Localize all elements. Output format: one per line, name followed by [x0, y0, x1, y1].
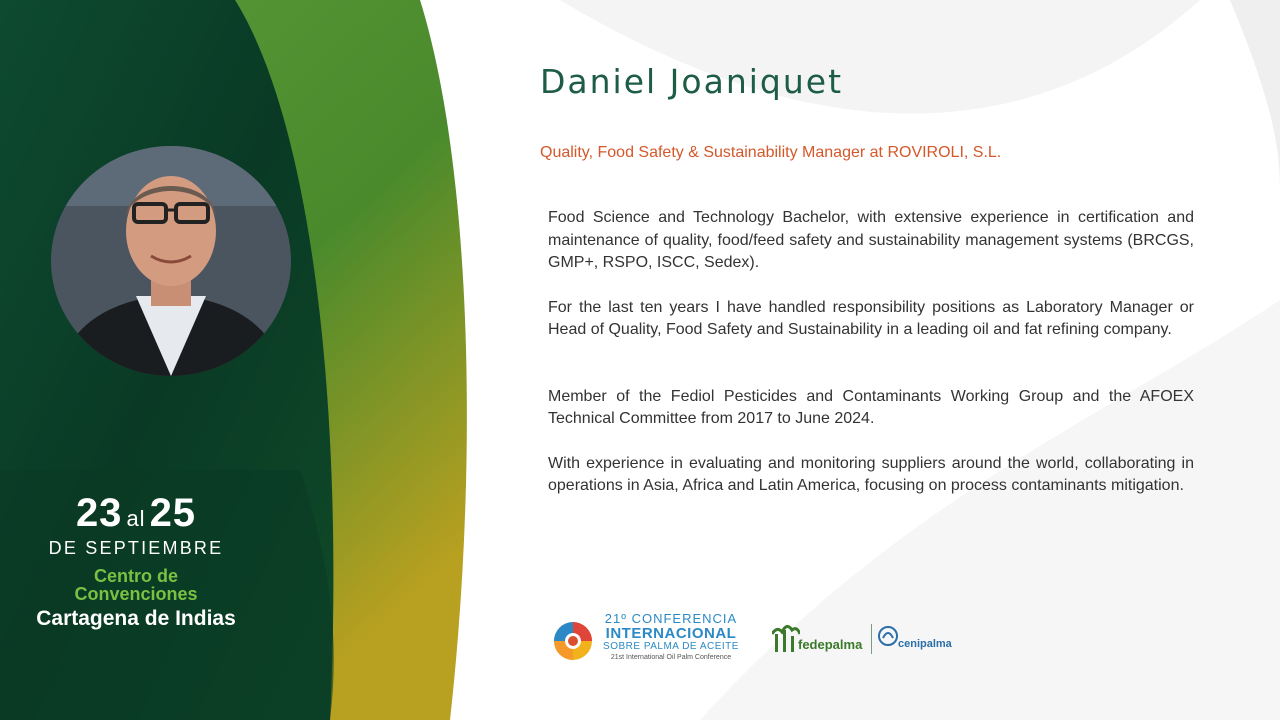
cenipalma-icon: [878, 626, 898, 646]
speaker-portrait-icon: [51, 146, 291, 376]
bio-paragraph: With experience in evaluating and monitoring suppliers around the world, collaborating in operations in Asia, Africa and Latin America, focusing on process contaminants mitigation.: [548, 454, 1194, 494]
logo-divider: [871, 624, 872, 654]
conference-logo-line3: SOBRE PALMA DE ACEITE: [603, 641, 739, 652]
speaker-bio: [548, 207, 1194, 498]
conference-logo-line2: INTERNACIONAL: [605, 625, 737, 642]
event-dates: [0, 490, 272, 542]
event-venue-line2: Convenciones: [74, 584, 198, 604]
event-venue: [0, 567, 272, 603]
speaker-photo: [51, 146, 291, 376]
event-venue-line1: Centro de: [93, 566, 178, 586]
fedepalma-text: fedepalma: [798, 637, 863, 652]
bio-paragraph: Food Science and Technology Bachelor, with extensive experience in certification and maintenance of quality, food/feed safety and sustainability management systems (BRCGS, GMP+, RSPO, ISCC, Sedex).: [548, 209, 1194, 271]
event-info: [0, 490, 272, 631]
speaker-role: Quality, Food Safety & Sustainability Manager at ROVIROLI, S.L.: [540, 144, 1002, 161]
event-day-end: 25: [149, 491, 197, 535]
cenipalma-text: cenipalma: [898, 638, 952, 650]
event-date-connector: al: [126, 506, 146, 531]
speaker-name: Daniel Joaniquet: [540, 62, 844, 101]
palm-tree-icon: [772, 620, 800, 654]
event-month: DE SEPTIEMBRE: [48, 538, 224, 558]
conference-emblem-icon: [552, 620, 594, 662]
conference-logo-line1: 21º CONFERENCIA: [604, 611, 738, 626]
bio-paragraph: For the last ten years I have handled responsibility positions as Laboratory Manager or Head of Quality, Food Safety and Sustainability in a leading oil and fat refining company.: [548, 298, 1194, 338]
event-day-start: 23: [75, 491, 123, 535]
conference-logo: [552, 612, 742, 668]
bio-paragraph: Member of the Fediol Pesticides and Contaminants Working Group and the AFOEX Technical Committee from 2017 to June 2024.: [548, 387, 1194, 427]
conference-logo-line4: 21st International Oil Palm Conference: [610, 654, 732, 661]
event-city: Cartagena de Indias: [36, 607, 236, 630]
